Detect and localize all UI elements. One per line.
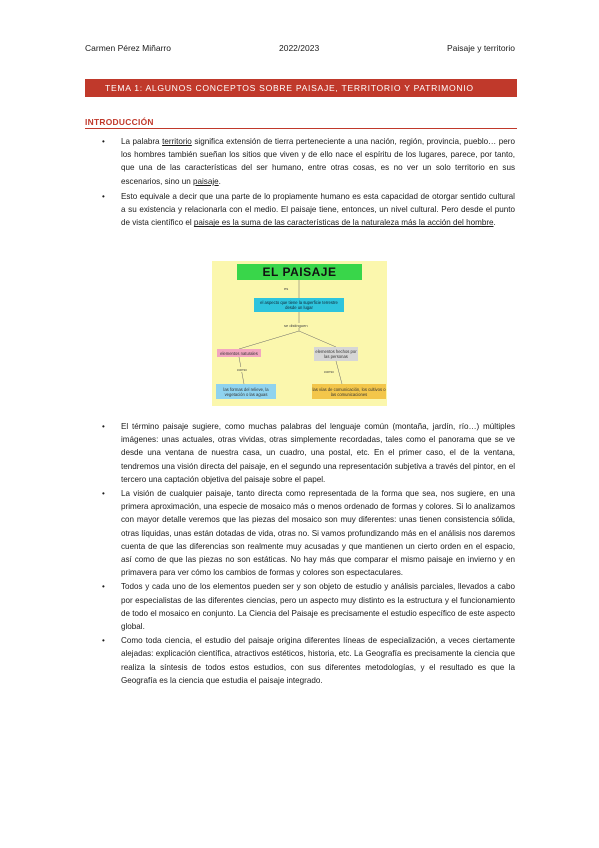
text-run: . [493,218,496,228]
text-run: . [218,176,221,186]
paragraph-text: El término paisaje sugiere, como muchas palabras del lenguaje común (montaña, jardín, río…) múltiples imágenes: unas actuales, otras vividas, otras simplemente recordadas, tales como el panorama que se ve desde una ventana de nuestra casa, un cuadro, una postal, etc. En el primer caso, el de la ventana, tendremos una visión directa del paisaje, en el segundo una representación subjetiva a través del pintor, en el tercero una captación objetiva del paisaje sobre el papel. [121,422,515,484]
concept-map-figure [212,261,387,406]
bullet-icon: • [102,137,105,146]
term-territorio: territorio [162,137,192,146]
intro-list-bottom [102,420,515,688]
map-label-es: es [284,286,289,291]
list-item [102,487,515,579]
map-definition-box: el aspecto que tiene la superficie terrestre desde un lugar [254,298,344,312]
bullet-icon: • [102,489,105,499]
header-author: Carmen Pérez Miñarro [85,43,171,53]
header-subject: Paisaje y territorio [446,43,515,53]
text-run: significa extensión de tierra perteneciente a una nación, región, provincia, pueblo… pero los hombres también sueñan los sitios que viven y de ello nace el espíritu de los lugares, parece, por tanto, que una de las características del ser humano, entre otras cosas, es no ver un solo territorio en sus escenarios, sino un [121,137,515,186]
map-label-distinguish: se distinguen [284,323,308,328]
map-title-box: EL PAISAJE [237,264,362,280]
bullet-icon: • [102,636,105,646]
term-paisaje: paisaje [193,176,219,186]
list-item [102,580,515,633]
page-header [85,43,515,57]
paragraph-text: Todos y cada uno de los elementos pueden ser y son objeto de estudio y análisis parciales, llevados a cabo por especialistas de las diferentes ciencias, pero un aspecto muy distinto es la estructura y el funcionamiento de todo el mosaico en conjunto. La Ciencia del Paisaje es precisamente el estudio específico de este aspecto global. [121,582,515,632]
map-label-como: como [324,369,334,374]
header-year: 2022/2023 [279,43,320,53]
bullet-icon: • [102,582,105,592]
bullet-icon: • [102,191,105,201]
text-run: Esto equivale a decir que una parte de lo propiamente humano es esta capacidad de otorgar sentido cultural a su existencia y relacionarla con el medio. El paisaje tiene, entonces, un nivel cultural. Pero desde el punto de vista científico el [121,191,515,228]
map-natural-box: elementos naturales [217,349,261,357]
bullet-icon: • [102,422,105,431]
section-title: INTRODUCCIÓN [85,117,154,127]
list-item [102,190,515,230]
list-item [102,420,515,486]
section-divider [85,128,517,129]
definition-underlined: paisaje es la suma de las características de la naturaleza más la acción del hombre [193,218,494,228]
map-human-box: elementos hechos por las personas [315,349,357,359]
paragraph-text: La visión de cualquier paisaje, tanto directa como representada de la forma que sea, nos sugiere, en una primera aproximación, una especie de mosaico más o menos ordenado de formas y colores. Si lo analizamos con mayor detalle veremos que las piezas del mosaico son muy diferentes: unas tienen consistencia sólida, otras líquidas, unas están dotadas de vida, otras no. Si vamos profundizando más en el análisis nos daremos cuenta de que las diferencias son realmente muy acusadas y que mantienen un cierto orden en el espacio, así como de que las piezas no son estáticas. No hay más que comparar el mismo paisaje en invierno y en primavera para ver cómo los cambios de formas y colores son espectaculares. [121,489,515,578]
paragraph-text: Como toda ciencia, el estudio del paisaje origina diferentes líneas de especialización, a veces ciertamente alejadas: explicación científica, atractivos estéticos, historia, etc. La Geografía es precisamente la ciencia que realiza la síntesis de todos estos estudios, con sus diferentes metodologías, y el resultado es que la Geografía es la ciencia que estudia el paisaje integrado. [121,636,515,685]
list-item [102,135,515,188]
map-label-como: como [237,367,247,372]
text-run: La palabra [121,137,163,146]
chapter-banner: TEMA 1: ALGUNOS CONCEPTOS SOBRE PAISAJE, TERRITORIO Y PATRIMONIO [85,79,517,97]
intro-list-top [102,135,515,229]
list-item [102,634,515,687]
map-forms-box: las formas del relieve, la vegetación o las aguas [216,384,276,399]
map-routes-box: las vías de comunicación, los cultivos o las comunicaciones [312,384,386,399]
